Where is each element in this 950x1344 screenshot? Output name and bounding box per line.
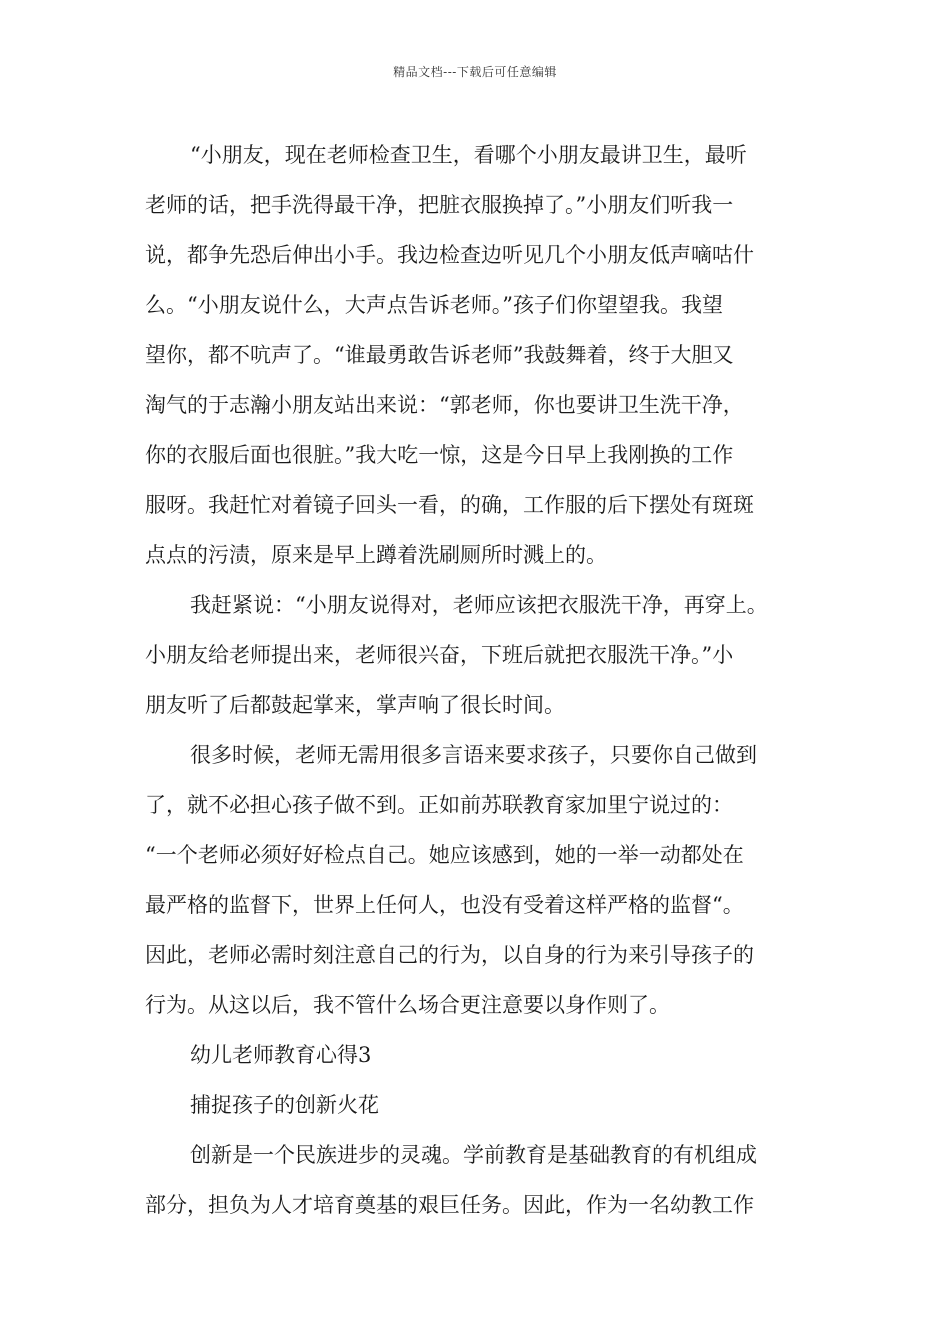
paragraph-2 (145, 580, 810, 730)
text-line: 朋友听了后都鼓起掌来，掌声响了很长时间。 (145, 693, 565, 717)
text-line: 我赶紧说：“小朋友说得对，老师应该把衣服洗干净，再穿上。 (190, 593, 768, 617)
text-line: “一个老师必须好好检点自己。她应该感到，她的一举一动都处在 (145, 843, 744, 867)
text-line: 了，就不必担心孩子做不到。正如前苏联教育家加里宁说过的： (145, 793, 733, 817)
paragraph-4 (145, 1130, 810, 1230)
text-line: 望你，都不吭声了。“谁最勇敢告诉老师”我鼓舞着，终于大胆又 (145, 343, 734, 367)
text-line: 淘气的于志瀚小朋友站出来说：“郭老师，你也要讲卫生洗干净， (145, 393, 744, 417)
section-title: 幼儿老师教育心得3 (190, 1043, 372, 1067)
paragraph-1 (145, 130, 810, 580)
text-line: 最严格的监督下，世界上任何人，也没有受着这样严格的监督“。 (145, 893, 744, 917)
text-line: 服呀。我赶忙对着镜子回头一看，的确，工作服的后下摆处有斑斑 (145, 493, 754, 517)
text-line: 么。“小朋友说什么，大声点告诉老师。”孩子们你望望我。我望 (145, 293, 723, 317)
text-line: 创新是一个民族进步的灵魂。学前教育是基础教育的有机组成 (190, 1143, 757, 1167)
text-line: 很多时候，老师无需用很多言语来要求孩子，只要你自己做到 (190, 743, 757, 767)
page-header: 精品文档---下载后可任意编辑 (393, 65, 557, 79)
text-line: 小朋友给老师提出来，老师很兴奋，下班后就把衣服洗干净。”小 (145, 643, 734, 667)
text-line: “小朋友，现在老师检查卫生，看哪个小朋友最讲卫生，最听 (190, 143, 747, 167)
text-line: 点点的污渍，原来是早上蹲着洗刷厕所时溅上的。 (145, 543, 607, 567)
text-line: 说，都争先恐后伸出小手。我边检查边听见几个小朋友低声嘀咕什 (145, 243, 754, 267)
text-line: 行为。从这以后，我不管什么场合更注意要以身作则了。 (145, 993, 670, 1017)
article-title: 捕捉孩子的创新火花 (190, 1093, 379, 1117)
text-line: 部分，担负为人才培育奠基的艰巨任务。因此，作为一名幼教工作 (145, 1193, 754, 1217)
text-line: 你的衣服后面也很脏。”我大吃一惊，这是今日早上我刚换的工作 (145, 443, 734, 467)
document-body (145, 130, 810, 1230)
text-line: 老师的话，把手洗得最干净，把脏衣服换掉了。”小朋友们听我一 (145, 193, 734, 217)
paragraph-3 (145, 730, 810, 1030)
text-line: 因此，老师必需时刻注意自己的行为，以自身的行为来引导孩子的 (145, 943, 754, 967)
